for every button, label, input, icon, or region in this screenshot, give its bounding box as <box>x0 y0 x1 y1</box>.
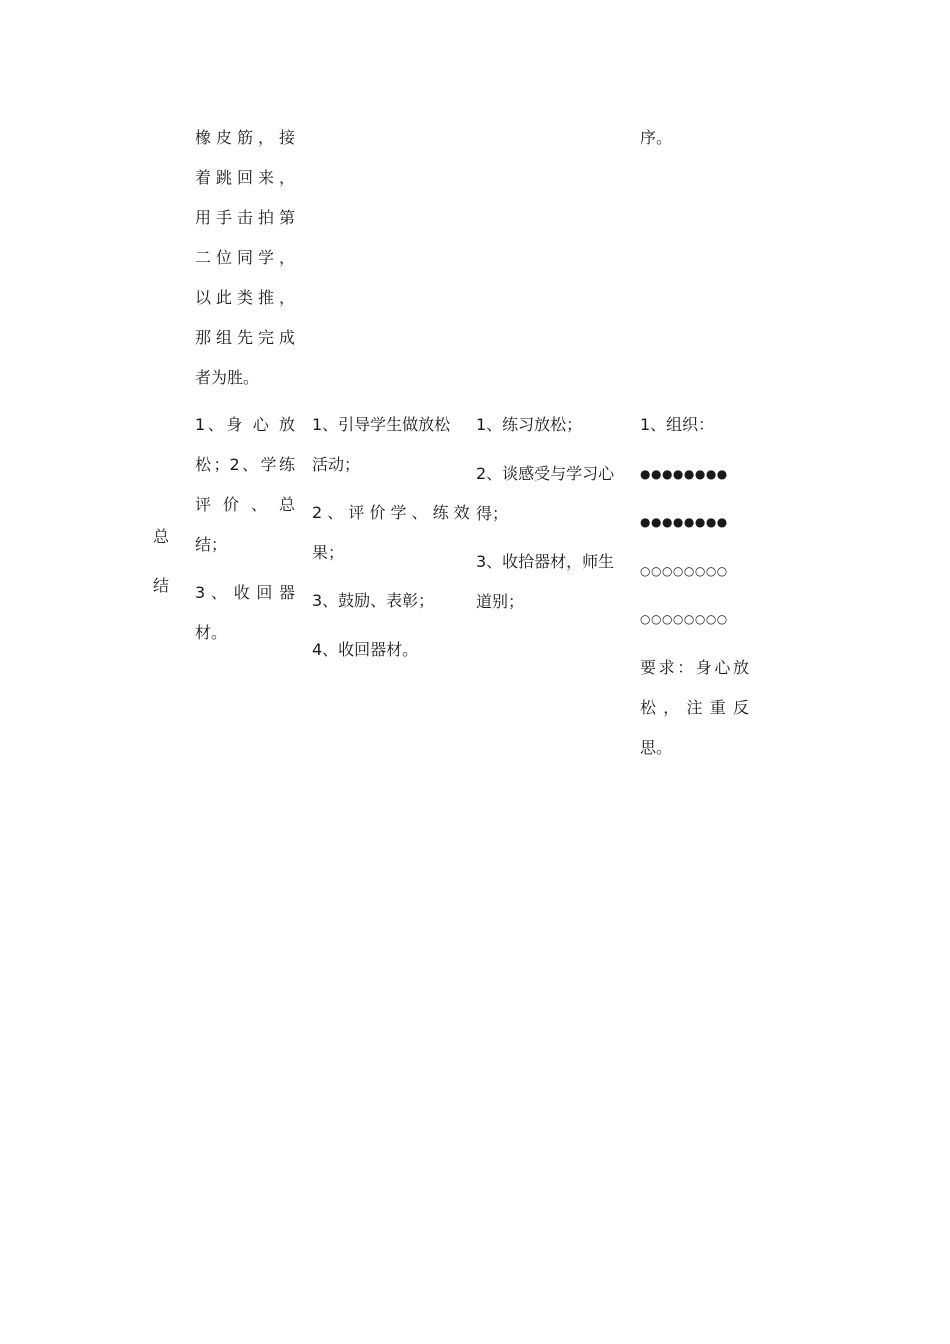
formation-row-filled: ●●●●●●●● <box>640 467 728 481</box>
game-description-line: 那组先完成 <box>195 328 295 347</box>
requirement-line: 松 ， 注 重 反 <box>640 698 749 717</box>
game-description-line: 着跳回来， <box>195 168 295 187</box>
student-activity-line: 3、收拾器材，师生 <box>476 552 615 571</box>
student-activity-line: 得； <box>476 504 509 523</box>
section-label-char-1: 总 <box>153 527 170 546</box>
section-label-char-2: 结 <box>153 576 170 595</box>
game-description-line: 橡皮筋，接 <box>195 128 295 147</box>
formation-row-hollow: ○○○○○○○○ <box>640 612 728 626</box>
summary-content-line: 结； <box>195 535 228 554</box>
student-activity-line: 2、谈感受与学习心 <box>476 464 615 483</box>
requirement-line: 要求：身心放 <box>640 658 749 677</box>
teacher-activity-line: 2 、 评 价 学 、 练 效 <box>312 503 470 522</box>
game-description-line: 者为胜。 <box>195 368 260 387</box>
organization-heading: 1、组织： <box>640 415 715 434</box>
summary-content-line: 松；2、学练 <box>195 455 295 474</box>
game-description-line: 以此类推， <box>195 288 295 307</box>
formation-row-hollow: ○○○○○○○○ <box>640 564 728 578</box>
teacher-activity-line: 活动； <box>312 455 361 474</box>
student-activity-line: 1、练习放松； <box>476 415 583 434</box>
game-description-line: 用手击拍第 <box>195 208 295 227</box>
summary-content-line: 材。 <box>195 623 228 642</box>
organization-text: 序。 <box>640 128 673 147</box>
game-description-line: 二位同学， <box>195 248 295 267</box>
requirement-line: 思。 <box>640 738 673 757</box>
summary-content-line: 1、身 心 放 <box>195 415 295 434</box>
teacher-activity-line: 3、鼓励、表彰； <box>312 591 435 610</box>
formation-row-filled: ●●●●●●●● <box>640 515 728 529</box>
summary-content-line: 评 价 、 总 <box>195 495 295 514</box>
teacher-activity-line: 果； <box>312 543 345 562</box>
student-activity-line: 道别； <box>476 592 525 611</box>
teacher-activity-line: 4、收回器材。 <box>312 640 419 659</box>
summary-content-line: 3 、 收 回 器 <box>195 583 295 602</box>
teacher-activity-line: 1、引导学生做放松 <box>312 415 451 434</box>
